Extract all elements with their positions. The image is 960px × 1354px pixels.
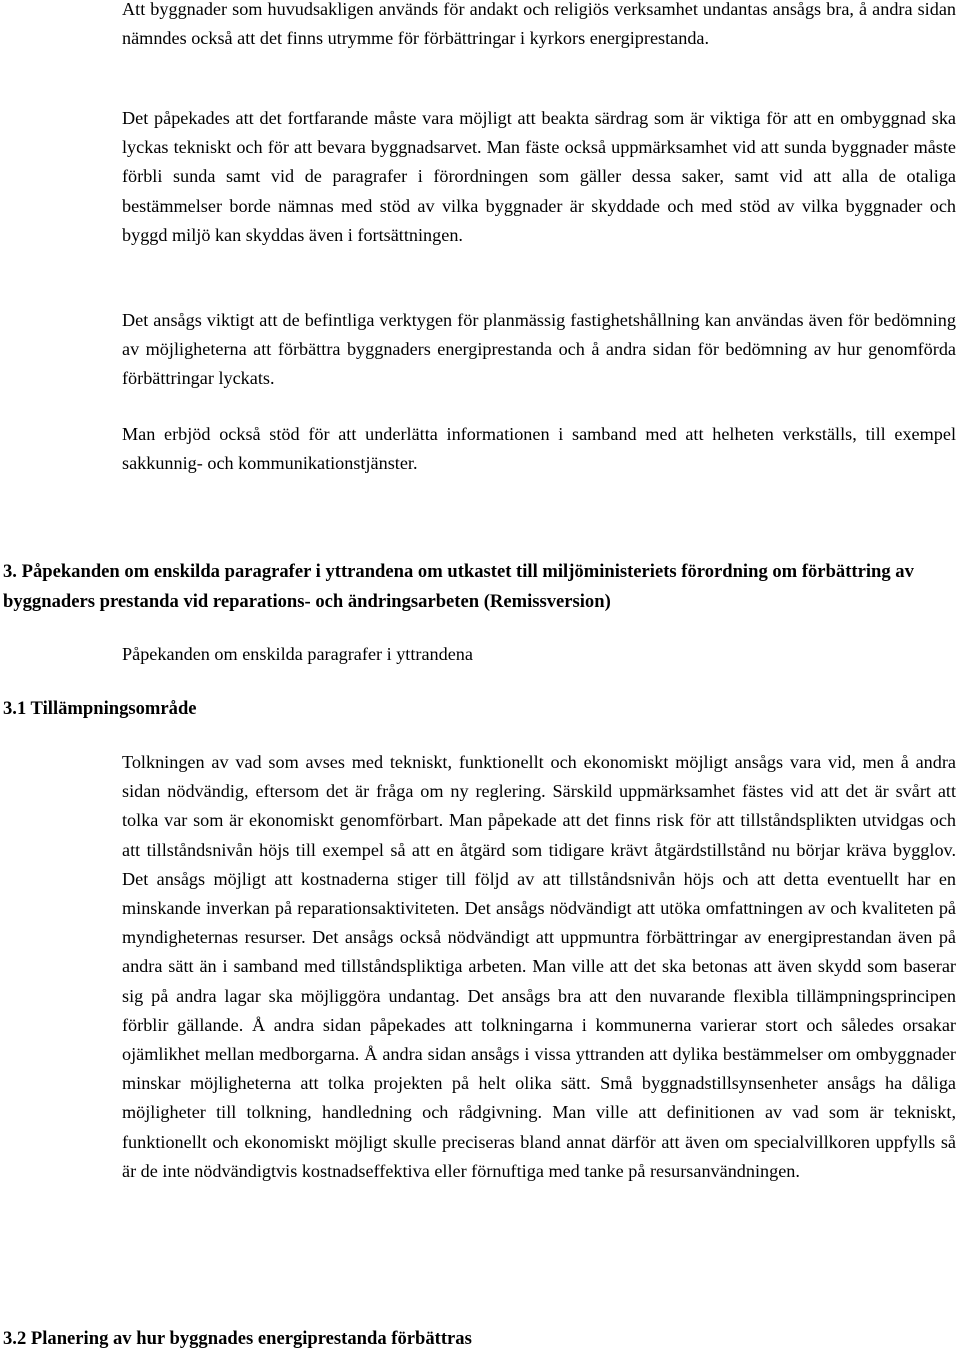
section-3-1-body: Tolkningen av vad som avses med tekniskt, funktionellt och ekonomiskt möjligt ansågs vara vid, men å andra sidan nödvändig, eftersom det är fråga om ny reglering. Särskild uppmärksamhet fästes vid att det är svårt att tolka var som är ekonomiskt genomförbart. Man påpekade att det finns risk för att tillståndsplikten utvidgas och att tillståndsnivån höjs till exempel så att en åtgärd som tidigare krävt åtgärdstillstånd nu börjar kräva bygglov. Det ansågs möjligt att kostnaderna stiger till följd av att tillståndsnivån höjs och att detta eventuellt har en minskande inverkan på reparationsaktiviteten. Det ansågs nödvändigt att utöka omfattningen av och kvaliteten på myndigheternas resurser. Det ansågs också nödvändigt att uppmuntra förbättringar av energiprestandan även på andra sätt än i samband med tillståndspliktiga arbeten. Man ville att det ska betonas att även skydd som baserar sig på andra lagar ska möjliggöra undantag. Det ansågs bra att den nuvarande flexibla tillämpningsprincipen förblir gällande. Å andra sidan påpekades att tolkningarna i kommunerna varierar stort och således orsakar ojämlikhet mellan medborgarna. Å andra sidan ansågs i vissa yttranden att dylika bestämmelser om ombyggnader minskar möjligheterna att tolka projekten på helt olika sätt. Små byggnadstillsynsenheter ansågs ha dåliga möjligheter till tolkning, handledning och rådgivning. Man ville att definitionen av vad som är tekniskt, funktionellt och ekonomiskt möjligt skulle preciseras bland annat därför att även om specialvillkoren uppfylls så är de inte nödvändigtvis kostnadseffektiva eller förnuftiga med tanke på resursanvändningen. bbox=[122, 752, 956, 1181]
section-3-subtitle: Påpekanden om enskilda paragrafer i yttrandena bbox=[122, 644, 473, 664]
section-3-heading: 3. Påpekanden om enskilda paragrafer i yttrandena om utkastet till miljöministeriets förordning om förbättring av byggnaders prestanda vid reparations- och ändringsarbeten (Remissversion) bbox=[3, 561, 914, 612]
section-3-1-heading: 3.1 Tillämpningsområde bbox=[3, 698, 197, 719]
paragraph-property-maintenance-tools: Det ansågs viktigt att de befintliga verktygen för planmässig fastighetshållning kan användas även för bedömning av möjligheterna att förbättra byggnaders energiprestanda och å andra sidan för bedömning av hur genomförda förbättringar lyckats. bbox=[122, 310, 956, 389]
paragraph-information-support: Man erbjöd också stöd för att underlätta informationen i samband med att helheten verkställs, till exempel sakkunnig- och kommunikationstjänster. bbox=[122, 424, 956, 474]
section-3-2-heading: 3.2 Planering av hur byggnades energiprestanda förbättras bbox=[3, 1328, 472, 1349]
paragraph-building-heritage: Det påpekades att det fortfarande måste vara möjligt att beakta särdrag som är viktiga för att en ombyggnad ska lyckas tekniskt och för att bevara byggnadsarvet. Man fäste också uppmärksamhet vid att sunda byggnader måste förbli sunda samt vid de paragrafer i förordningen som gäller dessa saker, samt vid att alla de otaliga bestämmelser borde nämnas med stöd av vilka byggnader är skyddade och med stöd av vilka byggnader och byggd miljö kan skyddas även i fortsättningen. bbox=[122, 108, 956, 245]
paragraph-church-exemption: Att byggnader som huvudsakligen används för andakt och religiös verksamhet undantas ansågs bra, å andra sidan nämndes också att det finns utrymme för förbättringar i kyrkors energiprestanda. bbox=[122, 0, 956, 49]
